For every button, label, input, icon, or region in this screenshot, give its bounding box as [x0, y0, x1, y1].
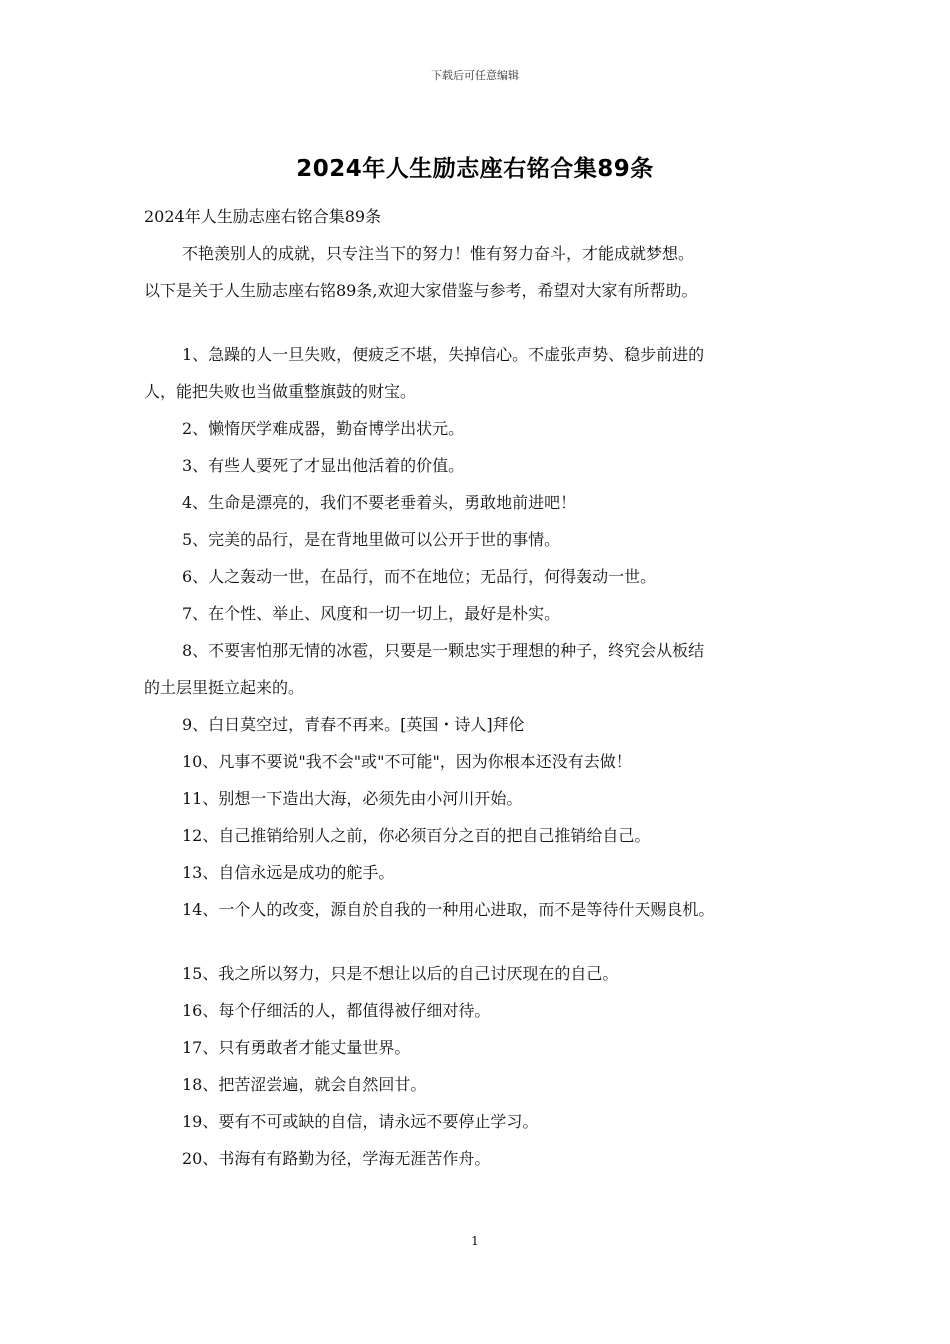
intro-line: 不艳羡别人的成就，只专注当下的努力！惟有努力奋斗，才能成就梦想。 [182, 244, 695, 263]
list-item: 16、每个仔细活的人，都值得被仔细对待。 [182, 1001, 491, 1020]
list-item: 19、要有不可或缺的自信，请永远不要停止学习。 [182, 1112, 539, 1131]
list-item: 12、自己推销给别人之前，你必须百分之百的把自己推销给自己。 [182, 826, 651, 845]
header-note: 下载后可任意编辑 [431, 69, 519, 82]
list-item: 7、在个性、举止、风度和一切一切上，最好是朴实。 [182, 604, 561, 623]
document-title: 2024年人生励志座右铭合集89条 [296, 156, 654, 182]
page-number: 1 [471, 1234, 479, 1248]
intro-line: 以下是关于人生励志座右铭89条,欢迎大家借鉴与参考，希望对大家有所帮助。 [144, 281, 698, 300]
list-item: 10、凡事不要说"我不会"或"不可能"，因为你根本还没有去做！ [182, 752, 632, 771]
list-item: 3、有些人要死了才显出他活着的价值。 [182, 456, 465, 475]
list-item-continuation: 的土层里挺立起来的。 [144, 678, 305, 697]
list-item: 6、人之轰动一世，在品行，而不在地位；无品行，何得轰动一世。 [182, 567, 657, 586]
list-item: 9、白日莫空过，青春不再来。[英国・诗人]拜伦 [182, 715, 525, 734]
list-item: 14、一个人的改变，源自於自我的一种用心进取，而不是等待什天赐良机。 [182, 900, 715, 919]
list-item: 20、书海有有路勤为径，学海无涯苦作舟。 [182, 1149, 491, 1168]
list-item: 18、把苦涩尝遍，就会自然回甘。 [182, 1075, 427, 1094]
document-subtitle: 2024年人生励志座右铭合集89条 [144, 207, 382, 226]
list-item: 8、不要害怕那无情的冰雹，只要是一颗忠实于理想的种子，终究会从板结 [182, 641, 705, 660]
list-item: 1、急躁的人一旦失败，便疲乏不堪，失掉信心。不虚张声势、稳步前进的 [182, 345, 705, 364]
list-item: 15、我之所以努力，只是不想让以后的自己讨厌现在的自己。 [182, 964, 619, 983]
list-item-continuation: 人，能把失败也当做重整旗鼓的财宝。 [144, 382, 417, 401]
list-item: 5、完美的品行，是在背地里做可以公开于世的事情。 [182, 530, 561, 549]
list-item: 2、懒惰厌学难成器，勤奋博学出状元。 [182, 419, 465, 438]
list-item: 17、只有勇敢者才能丈量世界。 [182, 1038, 411, 1057]
document-body [144, 198, 824, 1177]
list-item: 13、自信永远是成功的舵手。 [182, 863, 395, 882]
paragraph-gap [144, 928, 824, 955]
paragraph-gap [144, 309, 824, 336]
list-item: 4、生命是漂亮的，我们不要老垂着头，勇敢地前进吧！ [182, 493, 577, 512]
list-item: 11、别想一下造出大海，必须先由小河川开始。 [182, 789, 523, 808]
